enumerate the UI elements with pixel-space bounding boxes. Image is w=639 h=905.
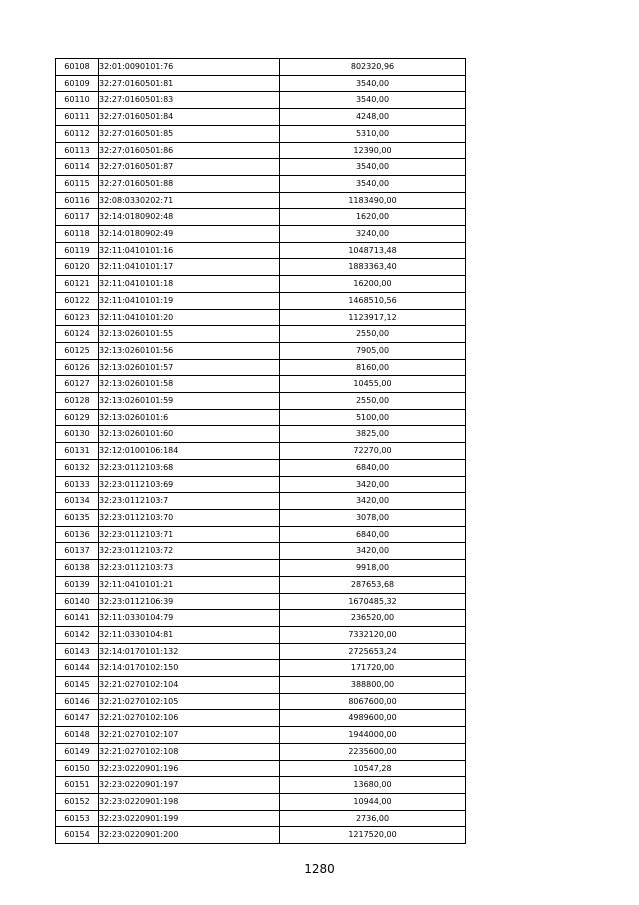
table-row — [56, 660, 466, 677]
row-number-cell: 60116 — [56, 192, 99, 209]
cadastral-value-cell: 13680,00 — [280, 777, 466, 794]
row-number-cell: 60119 — [56, 242, 99, 259]
cadastral-value-cell: 3420,00 — [280, 476, 466, 493]
cadastral-number-cell: 32:01:0090101:76 — [99, 59, 280, 76]
table-row — [56, 393, 466, 410]
table-row — [56, 276, 466, 293]
row-number-cell: 60126 — [56, 359, 99, 376]
row-number-cell: 60118 — [56, 226, 99, 243]
cadastral-number-cell: 32:23:0112103:72 — [99, 543, 280, 560]
cadastral-number-cell: 32:27:0160501:87 — [99, 159, 280, 176]
cadastral-value-cell: 2736,00 — [280, 810, 466, 827]
table-row — [56, 109, 466, 126]
cadastral-value-cell: 1883363,40 — [280, 259, 466, 276]
cadastral-number-cell: 32:13:0260101:55 — [99, 326, 280, 343]
row-number-cell: 60134 — [56, 493, 99, 510]
cadastral-number-cell: 32:23:0220901:200 — [99, 827, 280, 844]
row-number-cell: 60131 — [56, 443, 99, 460]
cadastral-number-cell: 32:11:0330104:81 — [99, 626, 280, 643]
row-number-cell: 60127 — [56, 376, 99, 393]
table-row — [56, 810, 466, 827]
row-number-cell: 60139 — [56, 576, 99, 593]
cadastral-value-cell: 802320,96 — [280, 59, 466, 76]
cadastral-number-cell: 32:23:0112103:71 — [99, 526, 280, 543]
cadastral-value-cell: 6840,00 — [280, 459, 466, 476]
row-number-cell: 60147 — [56, 710, 99, 727]
cadastral-value-cell: 3540,00 — [280, 92, 466, 109]
table-row — [56, 175, 466, 192]
row-number-cell: 60141 — [56, 610, 99, 627]
table-row — [56, 743, 466, 760]
row-number-cell: 60124 — [56, 326, 99, 343]
table-row — [56, 526, 466, 543]
table-row — [56, 242, 466, 259]
cadastral-number-cell: 32:14:0170102:150 — [99, 660, 280, 677]
cadastral-value-cell: 287653,68 — [280, 576, 466, 593]
row-number-cell: 60140 — [56, 593, 99, 610]
row-number-cell: 60111 — [56, 109, 99, 126]
table-row — [56, 259, 466, 276]
cadastral-value-cell: 2235600,00 — [280, 743, 466, 760]
table-row — [56, 159, 466, 176]
cadastral-number-cell: 32:11:0330104:79 — [99, 610, 280, 627]
cadastral-value-cell: 9918,00 — [280, 560, 466, 577]
table-row — [56, 593, 466, 610]
cadastral-value-cell: 388800,00 — [280, 677, 466, 694]
page-number: 1280 — [304, 862, 335, 876]
row-number-cell: 60148 — [56, 727, 99, 744]
cadastral-number-cell: 32:13:0260101:57 — [99, 359, 280, 376]
row-number-cell: 60153 — [56, 810, 99, 827]
cadastral-value-cell: 1670485,32 — [280, 593, 466, 610]
row-number-cell: 60114 — [56, 159, 99, 176]
cadastral-value-cell: 8160,00 — [280, 359, 466, 376]
row-number-cell: 60115 — [56, 175, 99, 192]
row-number-cell: 60137 — [56, 543, 99, 560]
row-number-cell: 60142 — [56, 626, 99, 643]
table-row — [56, 59, 466, 76]
cadastral-number-cell: 32:13:0260101:56 — [99, 342, 280, 359]
row-number-cell: 60109 — [56, 75, 99, 92]
cadastral-number-cell: 32:11:0410101:21 — [99, 576, 280, 593]
row-number-cell: 60110 — [56, 92, 99, 109]
row-number-cell: 60122 — [56, 292, 99, 309]
cadastral-value-cell: 5100,00 — [280, 409, 466, 426]
cadastral-value-cell: 3825,00 — [280, 426, 466, 443]
cadastral-number-cell: 32:21:0270102:106 — [99, 710, 280, 727]
table-row — [56, 409, 466, 426]
cadastral-value-cell: 10944,00 — [280, 793, 466, 810]
cadastral-value-cell: 6840,00 — [280, 526, 466, 543]
row-number-cell: 60123 — [56, 309, 99, 326]
cadastral-number-cell: 32:23:0112103:68 — [99, 459, 280, 476]
table-row — [56, 342, 466, 359]
table-row — [56, 793, 466, 810]
table-row — [56, 359, 466, 376]
row-number-cell: 60128 — [56, 393, 99, 410]
cadastral-number-cell: 32:27:0160501:84 — [99, 109, 280, 126]
cadastral-number-cell: 32:13:0260101:60 — [99, 426, 280, 443]
cadastral-number-cell: 32:21:0270102:104 — [99, 677, 280, 694]
cadastral-value-cell: 3540,00 — [280, 159, 466, 176]
row-number-cell: 60112 — [56, 125, 99, 142]
cadastral-value-cell: 2725653,24 — [280, 643, 466, 660]
cadastral-value-cell: 16200,00 — [280, 276, 466, 293]
row-number-cell: 60129 — [56, 409, 99, 426]
table-row — [56, 226, 466, 243]
cadastral-value-table — [55, 58, 466, 844]
cadastral-value-cell: 1620,00 — [280, 209, 466, 226]
row-number-cell: 60152 — [56, 793, 99, 810]
cadastral-value-cell: 4248,00 — [280, 109, 466, 126]
cadastral-number-cell: 32:27:0160501:81 — [99, 75, 280, 92]
cadastral-number-cell: 32:11:0410101:18 — [99, 276, 280, 293]
cadastral-number-cell: 32:23:0220901:196 — [99, 760, 280, 777]
cadastral-value-cell: 8067600,00 — [280, 693, 466, 710]
table-body — [56, 59, 466, 844]
table-row — [56, 727, 466, 744]
cadastral-value-cell: 236520,00 — [280, 610, 466, 627]
table-row — [56, 643, 466, 660]
table-row — [56, 125, 466, 142]
cadastral-value-cell: 72270,00 — [280, 443, 466, 460]
cadastral-value-cell: 1944000,00 — [280, 727, 466, 744]
row-number-cell: 60145 — [56, 677, 99, 694]
cadastral-value-cell: 3240,00 — [280, 226, 466, 243]
cadastral-number-cell: 32:23:0112103:73 — [99, 560, 280, 577]
cadastral-value-cell: 3540,00 — [280, 75, 466, 92]
table-row — [56, 192, 466, 209]
row-number-cell: 60130 — [56, 426, 99, 443]
cadastral-value-cell: 7905,00 — [280, 342, 466, 359]
cadastral-number-cell: 32:08:0330202:71 — [99, 192, 280, 209]
cadastral-number-cell: 32:11:0410101:16 — [99, 242, 280, 259]
cadastral-number-cell: 32:23:0112103:7 — [99, 493, 280, 510]
cadastral-value-cell: 10547,28 — [280, 760, 466, 777]
cadastral-number-cell: 32:23:0220901:198 — [99, 793, 280, 810]
cadastral-number-cell: 32:14:0170101:132 — [99, 643, 280, 660]
table-row — [56, 509, 466, 526]
cadastral-number-cell: 32:13:0260101:6 — [99, 409, 280, 426]
table-row — [56, 443, 466, 460]
row-number-cell: 60149 — [56, 743, 99, 760]
row-number-cell: 60154 — [56, 827, 99, 844]
table-row — [56, 292, 466, 309]
table-row — [56, 827, 466, 844]
table-row — [56, 693, 466, 710]
table-row — [56, 777, 466, 794]
cadastral-value-cell: 10455,00 — [280, 376, 466, 393]
row-number-cell: 60151 — [56, 777, 99, 794]
cadastral-value-cell: 171720,00 — [280, 660, 466, 677]
cadastral-value-cell: 7332120,00 — [280, 626, 466, 643]
row-number-cell: 60108 — [56, 59, 99, 76]
table-row — [56, 309, 466, 326]
cadastral-number-cell: 32:21:0270102:107 — [99, 727, 280, 744]
cadastral-value-cell: 5310,00 — [280, 125, 466, 142]
table-row — [56, 75, 466, 92]
cadastral-value-cell: 2550,00 — [280, 393, 466, 410]
table-row — [56, 92, 466, 109]
row-number-cell: 60125 — [56, 342, 99, 359]
cadastral-number-cell: 32:21:0270102:105 — [99, 693, 280, 710]
row-number-cell: 60150 — [56, 760, 99, 777]
table-row — [56, 677, 466, 694]
table-row — [56, 710, 466, 727]
table-row — [56, 426, 466, 443]
cadastral-value-cell: 3420,00 — [280, 493, 466, 510]
cadastral-number-cell: 32:14:0180902:49 — [99, 226, 280, 243]
cadastral-value-cell: 1183490,00 — [280, 192, 466, 209]
cadastral-value-cell: 4989600,00 — [280, 710, 466, 727]
row-number-cell: 60121 — [56, 276, 99, 293]
cadastral-value-cell: 3078,00 — [280, 509, 466, 526]
row-number-cell: 60117 — [56, 209, 99, 226]
cadastral-number-cell: 32:12:0100106:184 — [99, 443, 280, 460]
row-number-cell: 60133 — [56, 476, 99, 493]
row-number-cell: 60120 — [56, 259, 99, 276]
table-row — [56, 459, 466, 476]
row-number-cell: 60143 — [56, 643, 99, 660]
table-row — [56, 610, 466, 627]
cadastral-number-cell: 32:13:0260101:59 — [99, 393, 280, 410]
cadastral-number-cell: 32:23:0112106:39 — [99, 593, 280, 610]
row-number-cell: 60146 — [56, 693, 99, 710]
row-number-cell: 60132 — [56, 459, 99, 476]
cadastral-number-cell: 32:11:0410101:20 — [99, 309, 280, 326]
row-number-cell: 60138 — [56, 560, 99, 577]
cadastral-number-cell: 32:11:0410101:19 — [99, 292, 280, 309]
row-number-cell: 60135 — [56, 509, 99, 526]
table-row — [56, 560, 466, 577]
table-row — [56, 376, 466, 393]
table-row — [56, 326, 466, 343]
cadastral-number-cell: 32:27:0160501:85 — [99, 125, 280, 142]
table-row — [56, 760, 466, 777]
row-number-cell: 60113 — [56, 142, 99, 159]
table-row — [56, 209, 466, 226]
cadastral-value-cell: 12390,00 — [280, 142, 466, 159]
table-row — [56, 576, 466, 593]
cadastral-value-cell: 1123917,12 — [280, 309, 466, 326]
cadastral-value-cell: 2550,00 — [280, 326, 466, 343]
table-row — [56, 626, 466, 643]
cadastral-number-cell: 32:27:0160501:86 — [99, 142, 280, 159]
cadastral-value-cell: 1217520,00 — [280, 827, 466, 844]
cadastral-number-cell: 32:27:0160501:88 — [99, 175, 280, 192]
table-row — [56, 142, 466, 159]
cadastral-value-cell: 3420,00 — [280, 543, 466, 560]
cadastral-number-cell: 32:23:0112103:70 — [99, 509, 280, 526]
cadastral-number-cell: 32:27:0160501:83 — [99, 92, 280, 109]
cadastral-value-cell: 1468510,56 — [280, 292, 466, 309]
cadastral-value-cell: 1048713,48 — [280, 242, 466, 259]
cadastral-number-cell: 32:23:0220901:199 — [99, 810, 280, 827]
cadastral-number-cell: 32:21:0270102:108 — [99, 743, 280, 760]
cadastral-number-cell: 32:11:0410101:17 — [99, 259, 280, 276]
cadastral-number-cell: 32:14:0180902:48 — [99, 209, 280, 226]
row-number-cell: 60144 — [56, 660, 99, 677]
cadastral-number-cell: 32:23:0112103:69 — [99, 476, 280, 493]
row-number-cell: 60136 — [56, 526, 99, 543]
table-row — [56, 543, 466, 560]
table-row — [56, 493, 466, 510]
cadastral-value-cell: 3540,00 — [280, 175, 466, 192]
cadastral-number-cell: 32:23:0220901:197 — [99, 777, 280, 794]
cadastral-number-cell: 32:13:0260101:58 — [99, 376, 280, 393]
table-row — [56, 476, 466, 493]
